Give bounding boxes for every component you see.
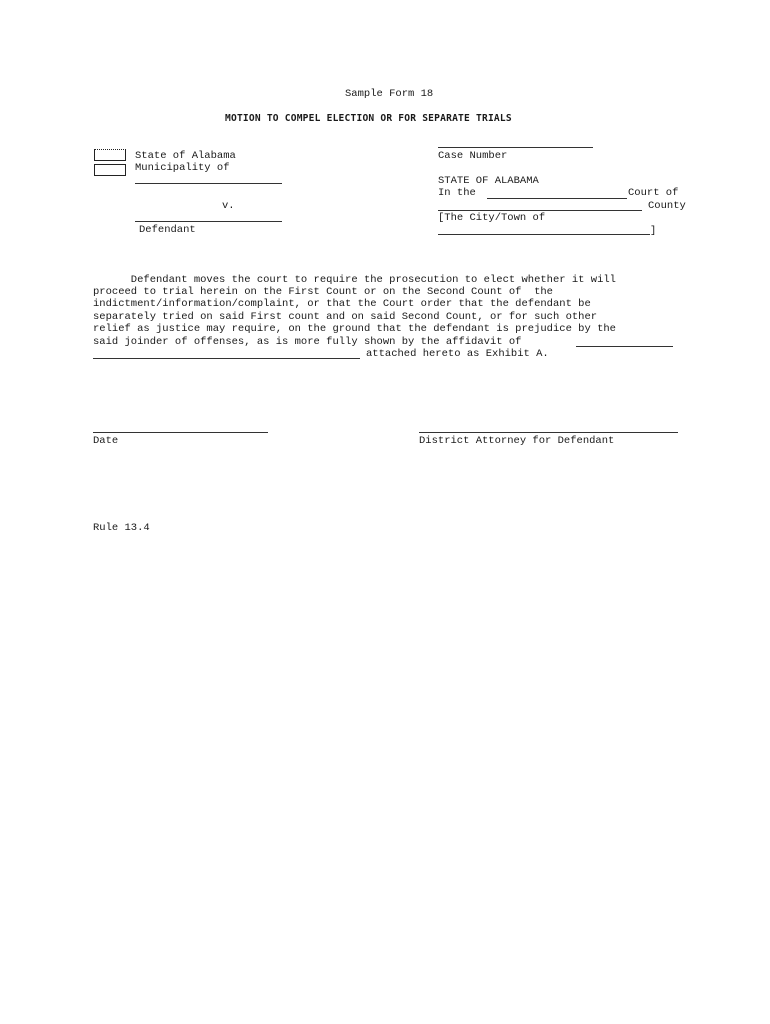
municipality-checkbox[interactable] (94, 164, 126, 176)
state-checkbox[interactable] (94, 149, 126, 161)
form-label: Sample Form 18 (345, 88, 434, 100)
rule-reference: Rule 13.4 (93, 522, 150, 534)
in-the-label: In the (438, 187, 476, 199)
city-town-line[interactable] (438, 234, 650, 235)
affidavit-line-2[interactable] (93, 358, 360, 359)
body-line-2: proceed to trial herein on the First Count or on the Second Count of the (93, 286, 553, 298)
defendant-name-line[interactable] (135, 221, 282, 222)
case-number-label: Case Number (438, 150, 508, 162)
body-line-3: indictment/information/complaint, or that the Court order that the defendant be (93, 298, 591, 310)
affidavit-line-1[interactable] (576, 346, 673, 347)
municipality-option-label: Municipality of (135, 162, 230, 174)
case-number-line[interactable] (438, 147, 593, 148)
municipality-name-line[interactable] (135, 183, 282, 184)
body-line-1: Defendant moves the court to require the prosecution to elect whether it will (93, 274, 616, 286)
court-name-line[interactable] (487, 198, 627, 199)
city-town-label: [The City/Town of (438, 212, 546, 224)
county-label: County (648, 200, 686, 212)
body-line-4: separately tried on said First count and on said Second Count, or for such other (93, 311, 598, 323)
date-label: Date (93, 435, 119, 447)
document-title: MOTION TO COMPEL ELECTION OR FOR SEPARATE TRIALS (225, 113, 512, 124)
state-caption: STATE OF ALABAMA (438, 175, 539, 187)
body-line-6: said joinder of offenses, as is more fully shown by the affidavit of (93, 336, 522, 348)
court-of-label: Court of (628, 187, 679, 199)
body-line-5: relief as justice may require, on the ground that the defendant is prejudice by the (93, 323, 616, 335)
versus-label: v. (222, 200, 235, 212)
county-name-line[interactable] (438, 210, 642, 211)
date-signature-line[interactable] (93, 432, 268, 433)
city-town-closing-bracket: ] (650, 225, 657, 237)
defendant-label: Defendant (139, 224, 196, 236)
state-option-label: State of Alabama (135, 150, 236, 162)
attorney-label: District Attorney for Defendant (419, 435, 615, 447)
attorney-signature-line[interactable] (419, 432, 678, 433)
body-line-7: attached hereto as Exhibit A. (366, 348, 549, 360)
